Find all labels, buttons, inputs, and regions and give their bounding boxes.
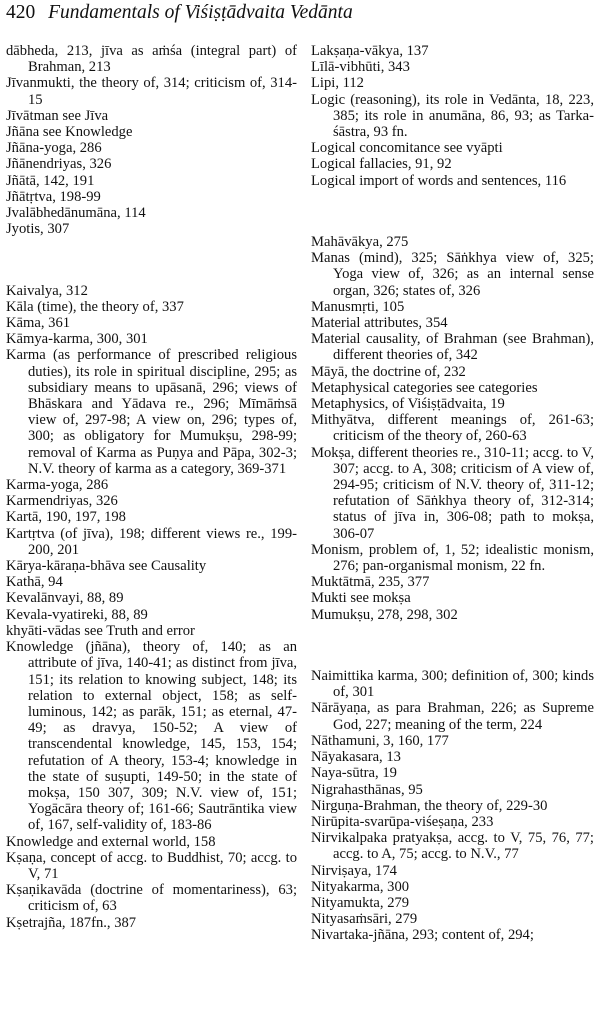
index-entry: Nityasaṁsāri, 279 [311, 911, 418, 928]
index-entry: Kāla (time), the theory of, 337 [6, 298, 184, 315]
index-entry: Jñāna see Knowledge [6, 124, 133, 141]
index-entry: Kartā, 190, 197, 198 [6, 509, 126, 526]
index-entry: Nityamukta, 279 [311, 894, 410, 911]
index-entry: dābheda, 213, jīva as aṁśa (integral part) of Brahman, 213 [6, 43, 297, 76]
index-entry: Kathā, 94 [6, 574, 63, 591]
index-entry: Kaivalya, 312 [6, 282, 88, 299]
index-entry: Manusmṛti, 105 [311, 298, 405, 315]
index-entry: Jīvātman see Jīva [6, 107, 109, 124]
index-entry: Karma-yoga, 286 [6, 477, 109, 494]
index-entry: Jñātṛtva, 198-99 [6, 188, 101, 205]
index-entry: Lakṣaṇa-vākya, 137 [311, 43, 429, 59]
index-entry: Jīvanmukti, the theory of, 314; criticism of, 314-15 [6, 75, 297, 108]
index-entry: Kevalānvayi, 88, 89 [6, 590, 124, 607]
page-number: 420 [6, 2, 36, 23]
index-entry: Līlā-vibhūti, 343 [311, 59, 410, 76]
index-entry: Logical fallacies, 91, 92 [311, 156, 452, 173]
book-title: Fundamentals of Viśiṣṭādvaita Vedānta [48, 2, 353, 23]
index-entry: Material attributes, 354 [311, 315, 448, 332]
index-entry: Jyotis, 307 [6, 221, 70, 238]
section-gap [311, 203, 594, 219]
index-entry: Logic (reasoning), its role in Vedānta, 18, 223, 385; its role in anumāna, 86, 93; as Tarka-śāstra, 93 fn. [311, 91, 594, 141]
index-entry: Māyā, the doctrine of, 232 [311, 363, 466, 380]
running-header [6, 1, 590, 25]
index-entry: Material causality, of Brahman (see Brahman), different theories of, 342 [311, 331, 594, 364]
index-entry: Jñāna-yoga, 286 [6, 140, 102, 157]
index-entry: Mukti see mokṣa [311, 590, 411, 607]
index-entry: Kṣaṇa, concept of accg. to Buddhist, 70; accg. to V, 71 [6, 849, 297, 882]
index-entry: Nāthamuni, 3, 160, 177 [311, 732, 449, 749]
index-entry: Mokṣa, different theories re., 310-11; accg. to V, 307; accg. to A, 308; criticism of A view of, 294-95; criticism of N.V. theory of, 311-12; refutation of Sāṅkhya theory of, 312-314; status of jīva in, 306-08; path to mokṣa, 306-07 [311, 444, 594, 542]
index-entry: Jvalābhedānumāna, 114 [6, 205, 146, 222]
index-entry: Nāyakasara, 13 [311, 749, 401, 766]
index-entry: Karmendriyas, 326 [6, 493, 118, 510]
index-entry: Logical concomitance see vyāpti [311, 140, 503, 157]
index-entry: Nirūpita-svarūpa-viśeṣaṇa, 233 [311, 813, 494, 830]
section-gap [311, 637, 594, 653]
index-entry: Manas (mind), 325; Sāṅkhya view of, 325; Yoga view of, 326; as an internal sense organ, 326; states of, 326 [311, 250, 594, 299]
index-entry: Monism, problem of, 1, 52; idealistic monism, 276; pan-organismal monism, 22 fn. [311, 541, 594, 575]
section-gap [6, 252, 297, 268]
index-entry: Karma (as performance of prescribed religious duties), its role in spiritual discipline, 295; as subsidiary means to upāsanā, 296; views of Bhāskara and Yādava re., 296; Mīmāṁsā view of, 297-98; A view on, 296; types of, 300; as obligatory for Mumukṣu, 298-99; removal of Karma as Puṇya and Pāpa, 302-3; N.V. theory of karma as a category, 369-371 [6, 347, 297, 477]
index-entry: Nigrahasthānas, 95 [311, 781, 423, 798]
index-entry: Jñānendriyas, 326 [6, 156, 112, 173]
index-entry: Mahāvākya, 275 [311, 234, 409, 251]
index-entry: Lipi, 112 [311, 75, 364, 92]
index-entry: Kevala-vyatireki, 88, 89 [6, 606, 148, 623]
index-column-right [311, 43, 594, 944]
index-entry: Knowledge and external world, 158 [6, 833, 216, 850]
index-entry: Logical import of words and sentences, 116 [311, 172, 567, 189]
index-entry: Nirviṣaya, 174 [311, 862, 397, 879]
index-entry: Metaphysics, of Viśiṣṭādvaita, 19 [311, 396, 505, 413]
index-entry: Mithyātva, different meanings of, 261-63; criticism of the theory of, 260-63 [311, 412, 594, 445]
index-entry: Metaphysical categories see categories [311, 379, 538, 396]
index-entry: Jñātā, 142, 191 [6, 172, 95, 189]
index-entry: Nirvikalpaka pratyakṣa, accg. to V, 75, 76, 77; accg. to A, 75; accg. to N.V., 77 [311, 830, 594, 863]
index-entry: Nirguṇa-Brahman, the theory of, 229-30 [311, 797, 548, 814]
index-entry: khyāti-vādas see Truth and error [6, 622, 195, 639]
index-entry: Mumukṣu, 278, 298, 302 [311, 606, 458, 623]
index-entry: Kṣaṇikavāda (doctrine of momentariness), 63; criticism of, 63 [6, 882, 297, 915]
index-entry: Kṣetrajña, 187fn., 387 [6, 914, 137, 931]
index-entry: Nityakarma, 300 [311, 878, 410, 895]
index-entry: Kārya-kāraṇa-bhāva see Causality [6, 558, 207, 575]
index-entry: Kāmya-karma, 300, 301 [6, 331, 148, 348]
index-entry: Naimittika karma, 300; definition of, 300; kinds of, 301 [311, 668, 594, 701]
index-entry: Kāma, 361 [6, 315, 71, 332]
index-entry: Nārāyaṇa, as para Brahman, 226; as Supreme God, 227; meaning of the term, 224 [311, 700, 594, 733]
index-entry: Muktātmā, 235, 377 [311, 574, 430, 591]
index-entry: Naya-sūtra, 19 [311, 765, 397, 782]
index-entry: Knowledge (jñāna), theory of, 140; as an attribute of jīva, 140-41; as distinct from jīva, 151; its relation to knowing subject, 148; its relation to external object, 158; as self-luminous, 142; as parāk, 151; as eternal, 47-49; as dravya, 150-52; A view of transcendental knowledge, 145, 153, 154; refutation of A theory, 153-4; knowledge in the state of suṣupti, 149-50; in the state of mokṣa, 150 307, 309; N.V. view of, 151; Yogācāra theory of; 161-66; Sautrāntika view of, 167, self-validity of, 183-86 [6, 639, 297, 834]
index-column-left [6, 43, 297, 931]
index-entry: Kartṛtva (of jīva), 198; different views re., 199-200, 201 [6, 525, 297, 558]
index-entry: Nivartaka-jñāna, 293; content of, 294; [311, 927, 534, 944]
